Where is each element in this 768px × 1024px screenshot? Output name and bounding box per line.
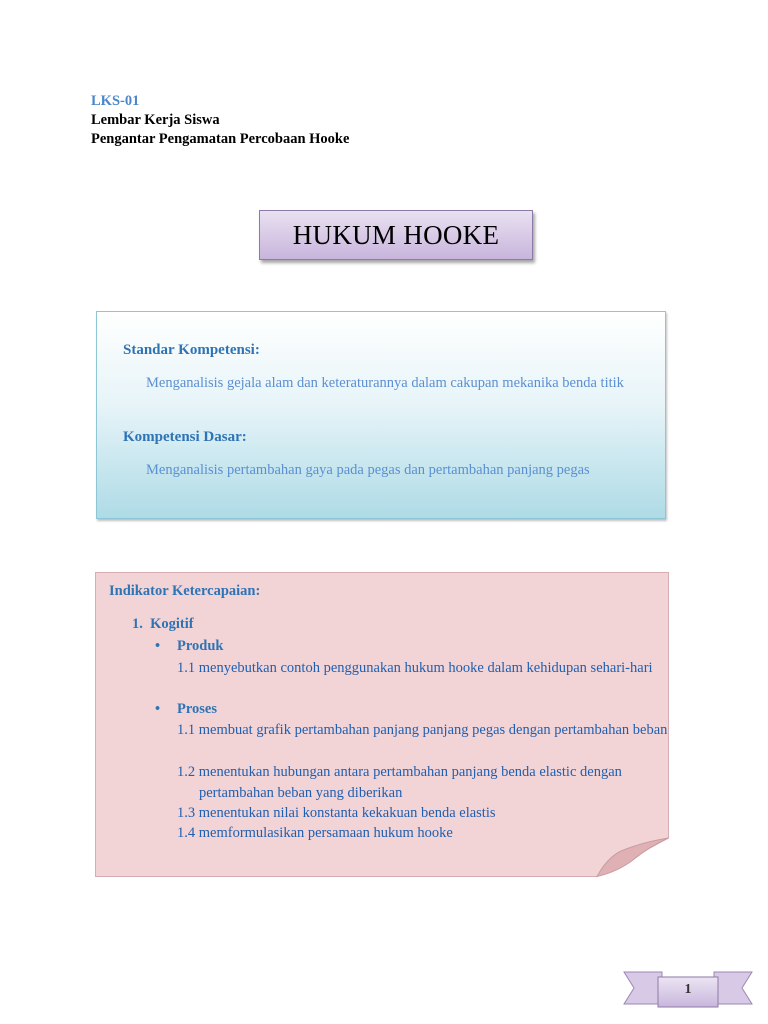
indicator-item: 1.1 membuat grafik pertambahan panjang panjang pegas dengan pertambahan beban xyxy=(177,722,668,738)
section-kogitif xyxy=(132,616,194,633)
standard-competence-heading: Standar Kompetensi: xyxy=(123,342,260,358)
worksheet-subtitle: Pengantar Pengamatan Percobaan Hooke xyxy=(91,131,350,147)
section-title: Kogitif xyxy=(150,616,194,632)
basic-competence-text: Menganalisis pertambahan gaya pada pegas dan pertambahan panjang pegas xyxy=(146,462,590,478)
worksheet-type: Lembar Kerja Siswa xyxy=(91,112,220,128)
competence-box xyxy=(96,311,666,519)
worksheet-code: LKS-01 xyxy=(91,93,140,109)
group-title: Produk xyxy=(177,638,224,654)
indicator-item: 1.2 menentukan hubungan antara pertambahan panjang benda elastic dengan pertambahan beban yang diberikan xyxy=(177,764,622,801)
standard-competence-text: Menganalisis gejala alam dan keteraturannya dalam cakupan mekanika benda titik xyxy=(146,375,624,391)
indicator-item: 1.1 menyebutkan contoh penggunakan hukum hooke dalam kehidupan sehari-hari xyxy=(177,660,653,676)
page-title: HUKUM HOOKE xyxy=(292,219,500,250)
document-header xyxy=(91,92,349,149)
group-proses xyxy=(155,701,217,718)
indicators-heading: Indikator Ketercapaian: xyxy=(109,583,261,599)
bullet-icon: • xyxy=(155,638,161,654)
section-number: 1. xyxy=(132,616,143,632)
indicator-box xyxy=(95,572,669,878)
group-title: Proses xyxy=(177,701,218,717)
basic-competence-heading: Kompetensi Dasar: xyxy=(123,429,247,445)
indicator-item: 1.3 menentukan nilai konstanta kekakuan benda elastis xyxy=(177,805,496,821)
group-produk xyxy=(155,638,223,655)
indicator-item: 1.4 memformulasikan persamaan hukum hooke xyxy=(177,825,453,841)
page-number: 1 xyxy=(684,982,692,997)
title-banner xyxy=(259,210,533,260)
bullet-icon: • xyxy=(155,701,161,717)
